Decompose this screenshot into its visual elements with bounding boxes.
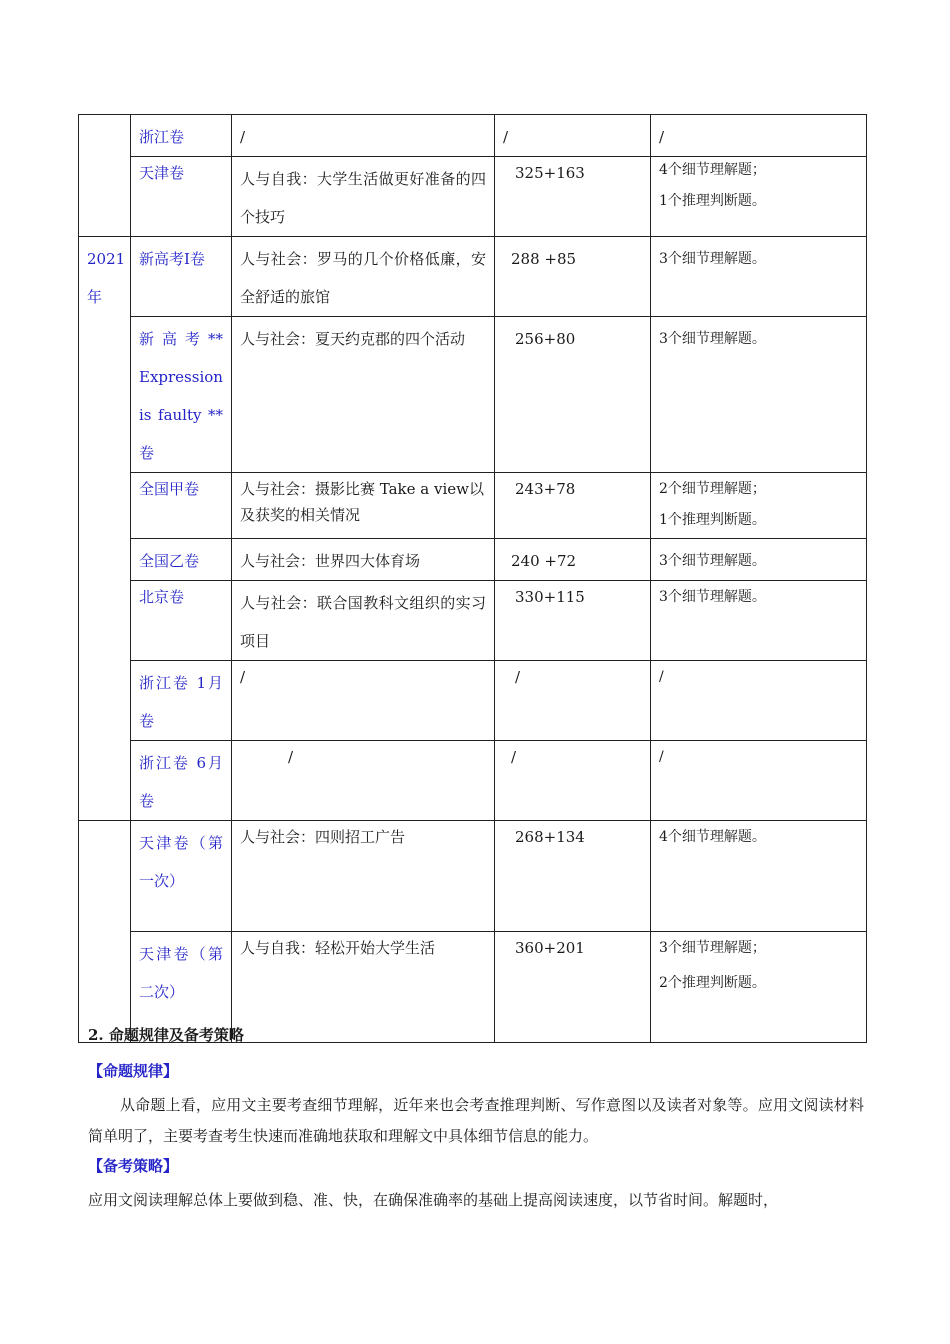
table-row	[79, 821, 867, 932]
topic-cell: 人与社会：罗马的几个价格低廉，安全舒适的旅馆	[232, 237, 495, 317]
topic-cell: 人与社会：四则招工广告	[232, 821, 495, 932]
topic-cell: 人与社会：世界四大体育场	[232, 539, 495, 581]
table-row	[79, 237, 867, 317]
year-cell	[79, 821, 131, 1043]
paper-cell: 浙江卷 1月卷	[131, 661, 232, 741]
paper-cell: 浙江卷 6月卷	[131, 741, 232, 821]
question-cell	[651, 473, 867, 539]
section-heading: 2. 命题规律及备考策略	[88, 1026, 244, 1044]
table-row	[79, 661, 867, 741]
exam-analysis-table	[78, 114, 867, 1043]
word-count-cell: /	[495, 661, 651, 741]
word-count-cell: 268+134	[495, 821, 651, 932]
topic-cell: /	[232, 661, 495, 741]
question-line: 3个细节理解题。	[659, 589, 766, 605]
question-cell	[651, 237, 867, 317]
word-count-cell: 330+115	[495, 581, 651, 661]
paper-cell: 浙江卷	[131, 115, 232, 157]
paper-cell: 天津卷（第一次）	[131, 821, 232, 932]
question-line: 1个推理判断题。	[659, 512, 766, 528]
table-row	[79, 539, 867, 581]
question-line: 3个细节理解题；	[659, 940, 766, 956]
question-line: 4个细节理解题；	[659, 162, 766, 178]
question-cell	[651, 317, 867, 473]
question-line: 4个细节理解题。	[659, 829, 766, 845]
strategy-label: 【备考策略】	[88, 1157, 179, 1175]
topic-cell: /	[232, 741, 495, 821]
question-cell	[651, 539, 867, 581]
question-cell	[651, 115, 867, 157]
question-line: 3个细节理解题。	[659, 251, 766, 267]
paper-cell: 全国甲卷	[131, 473, 232, 539]
question-line: 1个推理判断题。	[659, 193, 766, 209]
topic-cell: 人与自我：大学生活做更好准备的四个技巧	[232, 157, 495, 237]
question-line: /	[659, 749, 664, 765]
question-line: 2个细节理解题；	[659, 481, 766, 497]
rule-label: 【命题规律】	[88, 1062, 179, 1080]
table-row	[79, 317, 867, 473]
topic-cell: 人与社会：联合国教科文组织的实习项目	[232, 581, 495, 661]
question-line: 3个细节理解题。	[659, 553, 766, 569]
word-count-cell: /	[495, 741, 651, 821]
paper-cell: 北京卷	[131, 581, 232, 661]
strategy-paragraph: 应用文阅读理解总体上要做到稳、准、快，在确保准确率的基础上提高阅读速度，以节省时间。解题时，	[88, 1191, 779, 1209]
question-cell	[651, 581, 867, 661]
question-cell	[651, 157, 867, 237]
word-count-cell: 243+78	[495, 473, 651, 539]
paper-cell: 天津卷	[131, 157, 232, 237]
word-count-cell: 360+201	[495, 932, 651, 1043]
table-row	[79, 473, 867, 539]
topic-cell: 人与社会：摄影比赛 Take a view以及获奖的相关情况	[232, 473, 495, 539]
year-cell	[79, 115, 131, 237]
paper-cell: 天津卷（第二次）	[131, 932, 232, 1043]
topic-cell: /	[232, 115, 495, 157]
question-line: 2个推理判断题。	[659, 975, 766, 991]
question-line: 3个细节理解题。	[659, 331, 766, 347]
question-cell	[651, 741, 867, 821]
year-cell: 2021年	[79, 237, 131, 821]
question-line: /	[659, 669, 664, 685]
table-row	[79, 741, 867, 821]
paper-cell: 新高考I卷	[131, 237, 232, 317]
rule-paragraph: 从命题上看，应用文主要考查细节理解，近年来也会考查推理判断、写作意图以及读者对象等。应用文阅读材料简单明了，主要考查考生快速而准确地获取和理解文中具体细节信息的能力。	[88, 1096, 864, 1145]
paper-cell: 全国乙卷	[131, 539, 232, 581]
question-cell	[651, 661, 867, 741]
word-count-cell: 240 +72	[495, 539, 651, 581]
paper-cell: 新高考** Expression is faulty **卷	[131, 317, 232, 473]
table-row	[79, 157, 867, 237]
question-cell	[651, 932, 867, 1043]
word-count-cell: 256+80	[495, 317, 651, 473]
topic-cell: 人与自我：轻松开始大学生活	[232, 932, 495, 1043]
word-count-cell: 288 +85	[495, 237, 651, 317]
question-cell	[651, 821, 867, 932]
word-count-cell: /	[495, 115, 651, 157]
question-line: /	[659, 128, 665, 146]
word-count-cell: 325+163	[495, 157, 651, 237]
topic-cell: 人与社会：夏天约克郡的四个活动	[232, 317, 495, 473]
table-row	[79, 115, 867, 157]
table-row	[79, 581, 867, 661]
